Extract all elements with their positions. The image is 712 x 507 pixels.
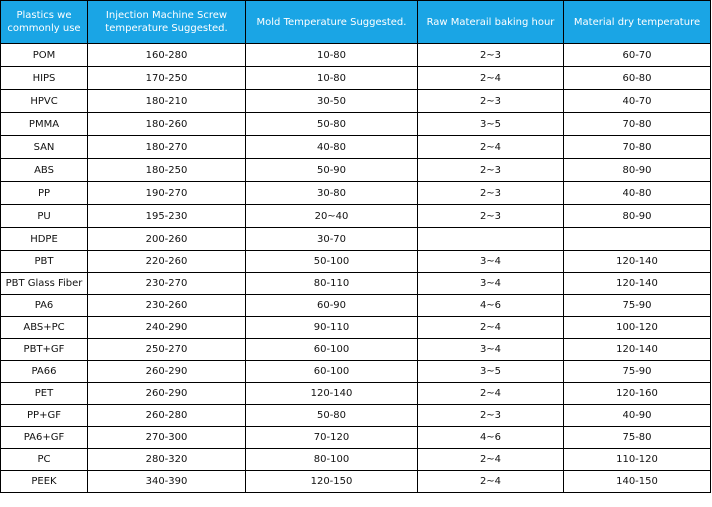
mold-temperature-cell: 40-80 bbox=[246, 136, 418, 159]
screw-temperature-cell: 230-270 bbox=[88, 273, 246, 295]
table-row bbox=[1, 361, 711, 383]
plastic-cell: SAN bbox=[1, 136, 88, 159]
baking-hour-cell: 3~4 bbox=[418, 339, 564, 361]
header-mold-temperature: Mold Temperature Suggested. bbox=[246, 1, 418, 44]
table-row bbox=[1, 159, 711, 182]
table-row bbox=[1, 471, 711, 493]
baking-hour-cell: 4~6 bbox=[418, 427, 564, 449]
table-row bbox=[1, 182, 711, 205]
header-plastics: Plastics we commonly use bbox=[1, 1, 88, 44]
dry-temperature-cell: 70-80 bbox=[564, 113, 711, 136]
screw-temperature-cell: 270-300 bbox=[88, 427, 246, 449]
plastic-cell: PBT+GF bbox=[1, 339, 88, 361]
screw-temperature-cell: 170-250 bbox=[88, 67, 246, 90]
mold-temperature-cell: 20~40 bbox=[246, 205, 418, 228]
plastic-cell: HIPS bbox=[1, 67, 88, 90]
header-screw-temperature: Injection Machine Screw temperature Suggested. bbox=[88, 1, 246, 44]
plastic-cell: PMMA bbox=[1, 113, 88, 136]
table-row bbox=[1, 90, 711, 113]
dry-temperature-cell: 75-80 bbox=[564, 427, 711, 449]
mold-temperature-cell: 50-90 bbox=[246, 159, 418, 182]
mold-temperature-cell: 30-50 bbox=[246, 90, 418, 113]
screw-temperature-cell: 190-270 bbox=[88, 182, 246, 205]
dry-temperature-cell: 80-90 bbox=[564, 159, 711, 182]
screw-temperature-cell: 230-260 bbox=[88, 295, 246, 317]
header-dry-temperature: Material dry temperature bbox=[564, 1, 711, 44]
plastic-cell: POM bbox=[1, 44, 88, 67]
baking-hour-cell: 4~6 bbox=[418, 295, 564, 317]
mold-temperature-cell: 60-100 bbox=[246, 361, 418, 383]
dry-temperature-cell: 60-70 bbox=[564, 44, 711, 67]
table-row bbox=[1, 405, 711, 427]
baking-hour-cell: 2~4 bbox=[418, 471, 564, 493]
dry-temperature-cell: 70-80 bbox=[564, 136, 711, 159]
table-row bbox=[1, 205, 711, 228]
baking-hour-cell: 2~3 bbox=[418, 205, 564, 228]
dry-temperature-cell: 120-140 bbox=[564, 339, 711, 361]
dry-temperature-cell: 120-140 bbox=[564, 251, 711, 273]
mold-temperature-cell: 70-120 bbox=[246, 427, 418, 449]
plastic-cell: PP+GF bbox=[1, 405, 88, 427]
mold-temperature-cell: 50-100 bbox=[246, 251, 418, 273]
dry-temperature-cell: 100-120 bbox=[564, 317, 711, 339]
screw-temperature-cell: 280-320 bbox=[88, 449, 246, 471]
plastic-cell: PU bbox=[1, 205, 88, 228]
table-row bbox=[1, 136, 711, 159]
mold-temperature-cell: 120-150 bbox=[246, 471, 418, 493]
plastic-cell: HPVC bbox=[1, 90, 88, 113]
mold-temperature-cell: 60-90 bbox=[246, 295, 418, 317]
screw-temperature-cell: 250-270 bbox=[88, 339, 246, 361]
table-row bbox=[1, 317, 711, 339]
baking-hour-cell: 2~3 bbox=[418, 159, 564, 182]
dry-temperature-cell: 120-140 bbox=[564, 273, 711, 295]
baking-hour-cell: 2~4 bbox=[418, 67, 564, 90]
screw-temperature-cell: 180-210 bbox=[88, 90, 246, 113]
plastic-cell: HDPE bbox=[1, 228, 88, 251]
screw-temperature-cell: 195-230 bbox=[88, 205, 246, 228]
baking-hour-cell: 2~4 bbox=[418, 317, 564, 339]
plastic-cell: PP bbox=[1, 182, 88, 205]
baking-hour-cell: 3~5 bbox=[418, 113, 564, 136]
table-row bbox=[1, 427, 711, 449]
baking-hour-cell: 3~4 bbox=[418, 273, 564, 295]
table-row bbox=[1, 339, 711, 361]
plastic-cell: PC bbox=[1, 449, 88, 471]
mold-temperature-cell: 10-80 bbox=[246, 44, 418, 67]
mold-temperature-cell: 80-110 bbox=[246, 273, 418, 295]
plastic-cell: PBT bbox=[1, 251, 88, 273]
dry-temperature-cell: 80-90 bbox=[564, 205, 711, 228]
plastic-cell: ABS bbox=[1, 159, 88, 182]
screw-temperature-cell: 180-270 bbox=[88, 136, 246, 159]
screw-temperature-cell: 160-280 bbox=[88, 44, 246, 67]
table-row bbox=[1, 44, 711, 67]
table-row bbox=[1, 67, 711, 90]
header-baking-hour: Raw Materail baking hour bbox=[418, 1, 564, 44]
mold-temperature-cell: 90-110 bbox=[246, 317, 418, 339]
dry-temperature-cell: 40-70 bbox=[564, 90, 711, 113]
baking-hour-cell bbox=[418, 228, 564, 251]
dry-temperature-cell: 75-90 bbox=[564, 295, 711, 317]
dry-temperature-cell: 120-160 bbox=[564, 383, 711, 405]
table-row bbox=[1, 449, 711, 471]
baking-hour-cell: 3~4 bbox=[418, 251, 564, 273]
table-row bbox=[1, 228, 711, 251]
dry-temperature-cell: 60-80 bbox=[564, 67, 711, 90]
plastic-cell: PA66 bbox=[1, 361, 88, 383]
table-row bbox=[1, 251, 711, 273]
screw-temperature-cell: 180-260 bbox=[88, 113, 246, 136]
baking-hour-cell: 3~5 bbox=[418, 361, 564, 383]
plastic-cell: PA6 bbox=[1, 295, 88, 317]
mold-temperature-cell: 80-100 bbox=[246, 449, 418, 471]
header-row bbox=[1, 1, 711, 44]
table-row bbox=[1, 383, 711, 405]
screw-temperature-cell: 240-290 bbox=[88, 317, 246, 339]
screw-temperature-cell: 340-390 bbox=[88, 471, 246, 493]
plastic-cell: PA6+GF bbox=[1, 427, 88, 449]
dry-temperature-cell: 40-90 bbox=[564, 405, 711, 427]
table-row bbox=[1, 113, 711, 136]
table-row bbox=[1, 295, 711, 317]
screw-temperature-cell: 200-260 bbox=[88, 228, 246, 251]
baking-hour-cell: 2~3 bbox=[418, 405, 564, 427]
mold-temperature-cell: 30-70 bbox=[246, 228, 418, 251]
screw-temperature-cell: 260-290 bbox=[88, 361, 246, 383]
baking-hour-cell: 2~3 bbox=[418, 90, 564, 113]
dry-temperature-cell: 40-80 bbox=[564, 182, 711, 205]
screw-temperature-cell: 180-250 bbox=[88, 159, 246, 182]
dry-temperature-cell: 140-150 bbox=[564, 471, 711, 493]
mold-temperature-cell: 10-80 bbox=[246, 67, 418, 90]
plastic-cell: ABS+PC bbox=[1, 317, 88, 339]
mold-temperature-cell: 50-80 bbox=[246, 113, 418, 136]
screw-temperature-cell: 260-280 bbox=[88, 405, 246, 427]
baking-hour-cell: 2~4 bbox=[418, 449, 564, 471]
plastic-cell: PEEK bbox=[1, 471, 88, 493]
table-row bbox=[1, 273, 711, 295]
mold-temperature-cell: 60-100 bbox=[246, 339, 418, 361]
baking-hour-cell: 2~3 bbox=[418, 44, 564, 67]
screw-temperature-cell: 260-290 bbox=[88, 383, 246, 405]
plastic-cell: PBT Glass Fiber bbox=[1, 273, 88, 295]
baking-hour-cell: 2~3 bbox=[418, 182, 564, 205]
dry-temperature-cell bbox=[564, 228, 711, 251]
table-body bbox=[1, 44, 711, 493]
dry-temperature-cell: 75-90 bbox=[564, 361, 711, 383]
plastic-cell: PET bbox=[1, 383, 88, 405]
mold-temperature-cell: 30-80 bbox=[246, 182, 418, 205]
baking-hour-cell: 2~4 bbox=[418, 383, 564, 405]
dry-temperature-cell: 110-120 bbox=[564, 449, 711, 471]
mold-temperature-cell: 50-80 bbox=[246, 405, 418, 427]
baking-hour-cell: 2~4 bbox=[418, 136, 564, 159]
mold-temperature-cell: 120-140 bbox=[246, 383, 418, 405]
screw-temperature-cell: 220-260 bbox=[88, 251, 246, 273]
